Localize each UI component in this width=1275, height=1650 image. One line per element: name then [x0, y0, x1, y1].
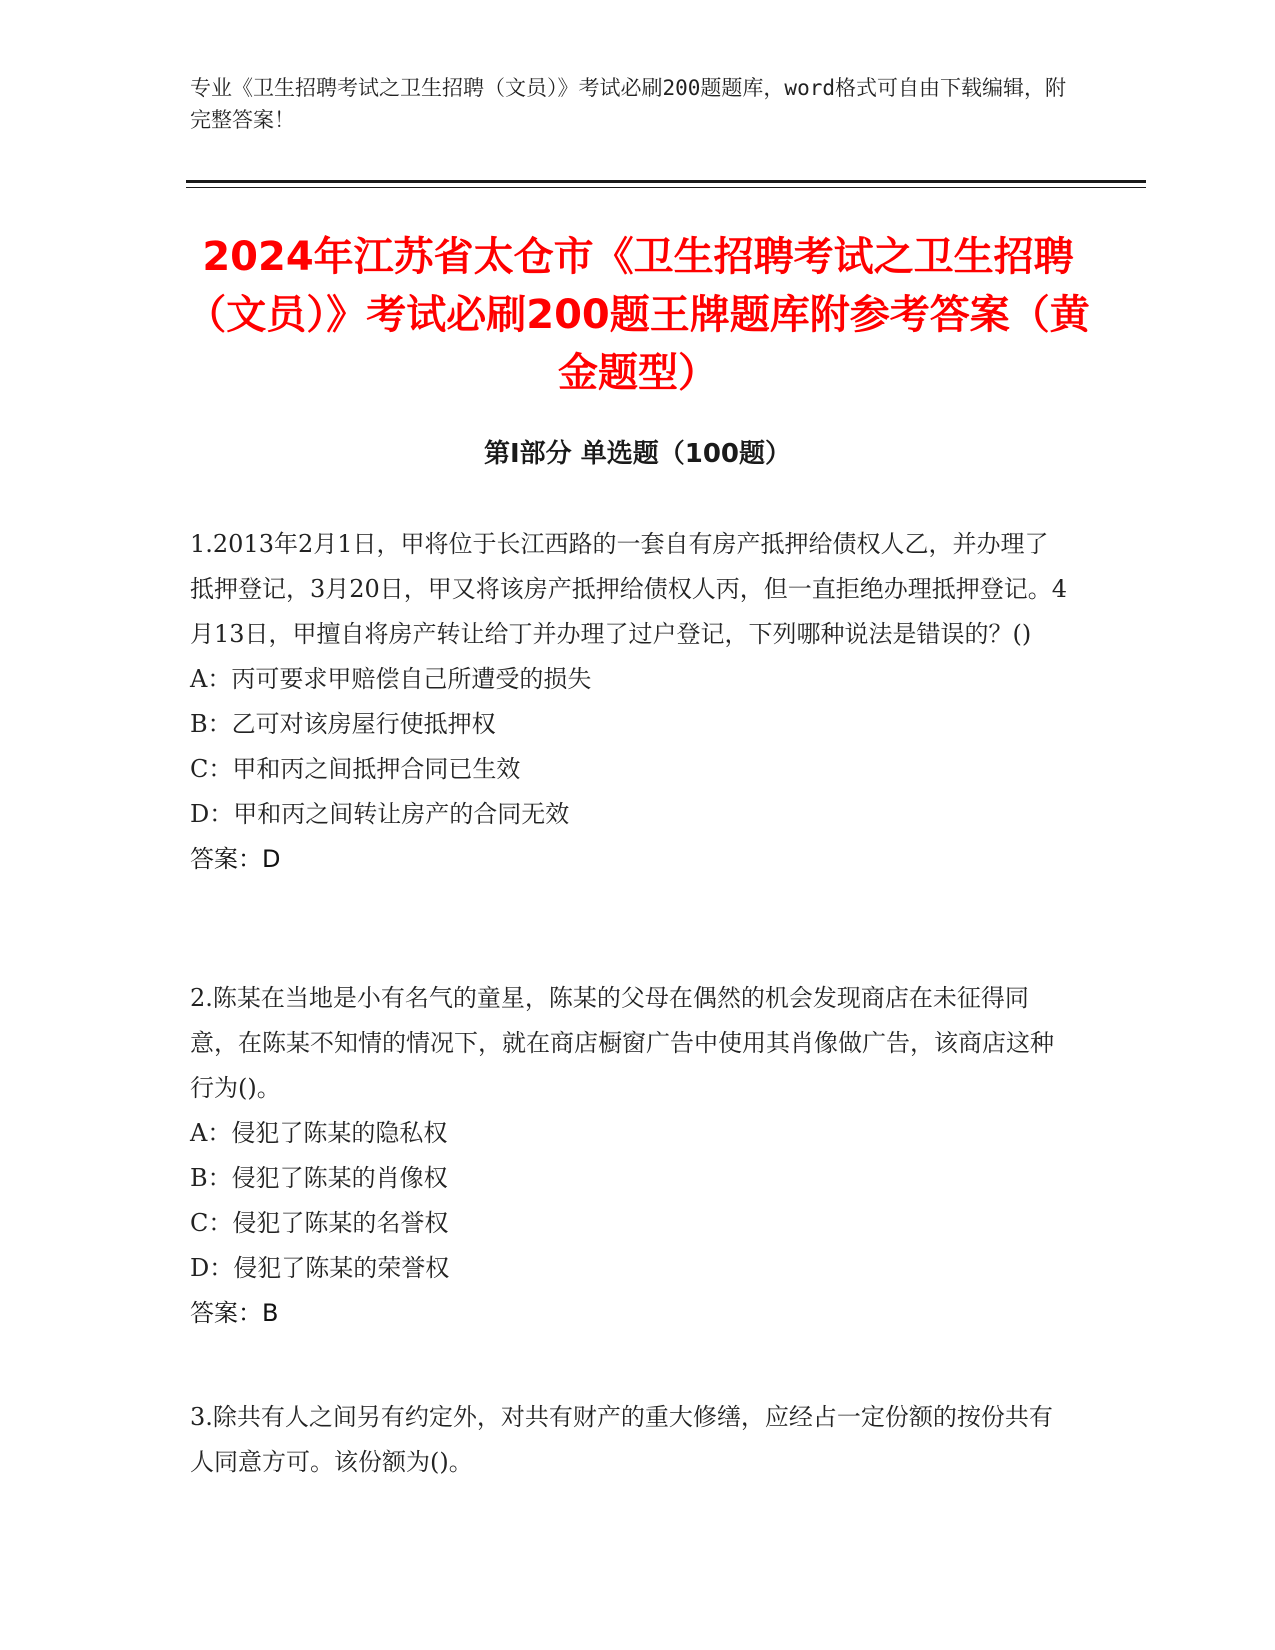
question-2	[190, 976, 1070, 1336]
header-rule-thick	[186, 180, 1146, 183]
option-d: D：侵犯了陈某的荣誉权	[190, 1254, 450, 1282]
question-3	[190, 1395, 1070, 1485]
option-b: B：侵犯了陈某的肖像权	[190, 1164, 448, 1192]
question-stem: 3.除共有人之间另有约定外，对共有财产的重大修缮，应经占一定份额的按份共有人同意方可。该份额为()。	[190, 1403, 1053, 1476]
question-stem: 2.陈某在当地是小有名气的童星，陈某的父母在偶然的机会发现商店在未征得同意，在陈某不知情的情况下，就在商店橱窗广告中使用其肖像做广告，该商店这种行为()。	[190, 984, 1054, 1102]
question-1	[190, 522, 1070, 882]
option-c: C：甲和丙之间抵押合同已生效	[190, 755, 521, 783]
option-d: D：甲和丙之间转让房产的合同无效	[190, 800, 570, 828]
option-a: A：丙可要求甲赔偿自己所遭受的损失	[190, 665, 592, 693]
answer: 答案：D	[190, 845, 281, 873]
header-rule-thin	[186, 187, 1146, 188]
option-b: B：乙可对该房屋行使抵押权	[190, 710, 496, 738]
question-stem: 1.2013年2月1日，甲将位于长江西路的一套自有房产抵押给债权人乙，并办理了抵押登记，3月20日，甲又将该房产抵押给债权人丙，但一直拒绝办理抵押登记。4月13日，甲擅自将房产转让给丁并办理了过户登记，下列哪种说法是错误的？()	[190, 530, 1068, 648]
document-title: 2024年江苏省太仓市《卫生招聘考试之卫生招聘（文员）》考试必刷200题王牌题库附参考答案（黄金题型）	[186, 234, 1090, 396]
section-title: 第Ⅰ部分 单选题（100题）	[484, 439, 791, 469]
answer: 答案：B	[190, 1299, 279, 1327]
option-a: A：侵犯了陈某的隐私权	[190, 1119, 448, 1147]
header-note: 专业《卫生招聘考试之卫生招聘（文员）》考试必刷200题题库，word格式可自由下载编辑，附完整答案！	[190, 76, 1066, 132]
option-c: C：侵犯了陈某的名誉权	[190, 1209, 449, 1237]
